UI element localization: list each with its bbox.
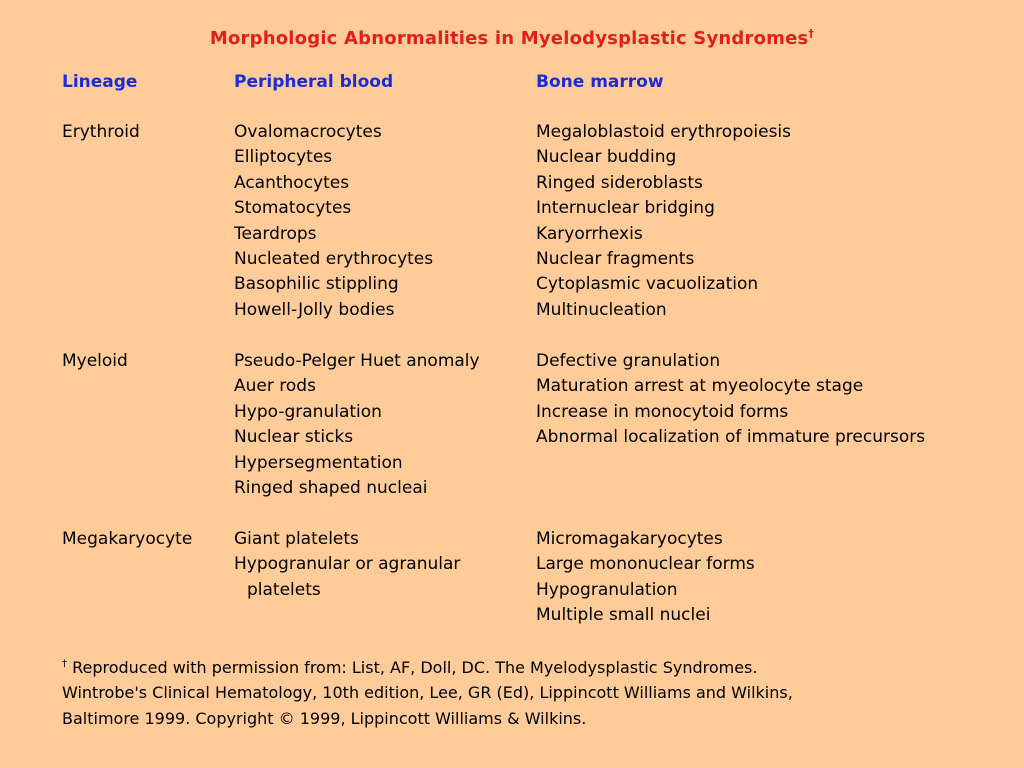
list-item: Howell-Jolly bodies	[234, 299, 395, 320]
footnote-dagger: †	[62, 658, 67, 670]
list-item: Hypo-granulation	[234, 401, 382, 422]
list-item: Teardrops	[234, 223, 317, 244]
list-item: Increase in monocytoid forms	[536, 401, 789, 422]
footnote-line-1	[62, 655, 962, 680]
header-lineage: Lineage	[62, 72, 138, 92]
lineage-label: Megakaryocyte	[62, 529, 193, 549]
footnote	[62, 655, 962, 731]
peripheral-blood-list	[234, 351, 480, 503]
list-item: Acanthocytes	[234, 172, 350, 193]
footnote-line-2: Wintrobe's Clinical Hematology, 10th edition, Lee, GR (Ed), Lippincott Williams and Wilkins,	[62, 683, 793, 703]
header-peripheral-blood: Peripheral blood	[234, 72, 394, 92]
footnote-line-3: Baltimore 1999. Copyright © 1999, Lippincott Williams & Wilkins.	[62, 708, 587, 728]
list-item: Ringed sideroblasts	[536, 172, 703, 193]
list-item: Stomatocytes	[234, 198, 352, 219]
list-item: Ovalomacrocytes	[234, 122, 382, 142]
list-item: Hypogranulation	[536, 579, 678, 600]
list-item: platelets	[247, 579, 321, 600]
list-item: Internuclear bridging	[536, 198, 715, 219]
list-item: Elliptocytes	[234, 147, 333, 168]
list-item: Multiple small nuclei	[536, 605, 711, 626]
list-item: Auer rods	[234, 376, 316, 397]
bone-marrow-list	[536, 122, 791, 325]
list-item: Megaloblastoid erythropoiesis	[536, 122, 792, 142]
list-item: Giant platelets	[234, 529, 359, 549]
header-bone-marrow: Bone marrow	[536, 72, 664, 92]
list-item: Abnormal localization of immature precursors	[536, 427, 926, 448]
list-item: Nuclear sticks	[234, 427, 354, 448]
peripheral-blood-list	[234, 122, 433, 325]
list-item: Nucleated erythrocytes	[234, 248, 434, 269]
title-text: Morphologic Abnormalities in Myelodysplastic Syndromes	[209, 28, 809, 49]
list-item: Maturation arrest at myeolocyte stage	[536, 376, 864, 397]
lineage-label: Erythroid	[62, 122, 140, 142]
list-item: Multinucleation	[536, 299, 667, 320]
bone-marrow-list	[536, 529, 755, 631]
list-item: Hypersegmentation	[234, 452, 403, 473]
peripheral-blood-list	[234, 529, 460, 605]
list-item: Nuclear fragments	[536, 248, 695, 269]
list-item: Nuclear budding	[536, 147, 677, 168]
list-item: Hypogranular or agranular	[234, 554, 461, 575]
list-item: Ringed shaped nucleai	[234, 477, 428, 498]
list-item: Karyorrhexis	[536, 223, 643, 244]
bone-marrow-list	[536, 351, 925, 453]
lineage-label: Myeloid	[62, 351, 128, 371]
list-item: Pseudo-Pelger Huet anomaly	[234, 351, 480, 371]
list-item: Cytoplasmic vacuolization	[536, 274, 759, 295]
list-item: Micromagakaryocytes	[536, 529, 723, 549]
footnote-text-1: Reproduced with permission from: List, AF, Doll, DC. The Myelodysplastic Syndromes.	[72, 658, 758, 677]
list-item: Defective granulation	[536, 351, 721, 371]
title-dagger: †	[808, 27, 815, 40]
slide-title	[0, 28, 1024, 49]
list-item: Large mononuclear forms	[536, 554, 755, 575]
list-item: Basophilic stippling	[234, 274, 399, 295]
